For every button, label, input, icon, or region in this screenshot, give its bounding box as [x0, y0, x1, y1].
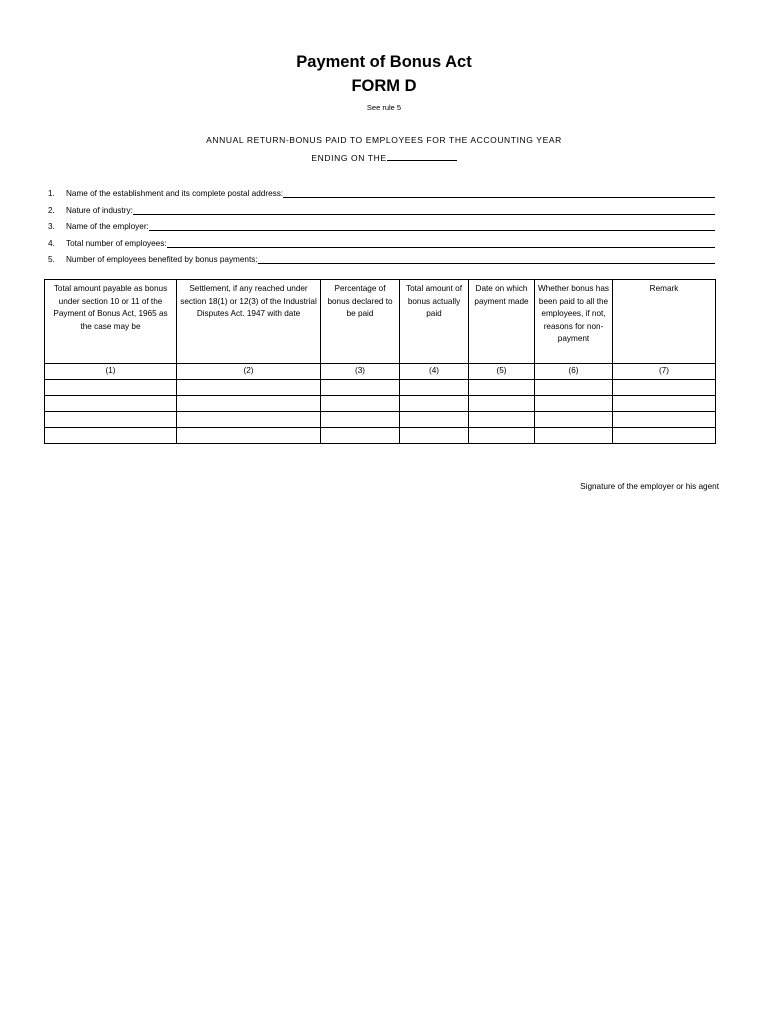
field-number: 5.	[48, 254, 55, 264]
table-row	[45, 412, 716, 428]
column-number: (4)	[400, 364, 469, 380]
bonus-return-table	[44, 279, 716, 444]
establishment-fields	[48, 183, 715, 265]
column-header: Whether bonus has been paid to all the employees, if not, reasons for non-payment	[535, 280, 613, 364]
column-header: Settlement, if any reached under section 18(1) or 12(3) of the Industrial Disputes Act. 1947 with date	[177, 280, 321, 364]
table-cell[interactable]	[469, 396, 535, 412]
table-cell[interactable]	[177, 396, 321, 412]
column-header: Total amount payable as bonus under section 10 or 11 of the Payment of Bonus Act, 1965 as the case may be	[45, 280, 177, 364]
field-total-employees	[48, 232, 715, 248]
field-number: 1.	[48, 189, 55, 199]
table-cell[interactable]	[177, 428, 321, 444]
table-header-row	[45, 280, 716, 364]
field-establishment-address	[48, 183, 715, 199]
table-cell[interactable]	[321, 396, 400, 412]
field-number: 4.	[48, 238, 55, 248]
column-header: Remark	[613, 280, 716, 364]
column-number-row	[45, 364, 716, 380]
table-cell[interactable]	[535, 428, 613, 444]
table-cell[interactable]	[535, 396, 613, 412]
rule-reference: See rule 5	[366, 103, 402, 112]
table-cell[interactable]	[321, 412, 400, 428]
field-nature-of-industry	[48, 199, 715, 215]
table-cell[interactable]	[613, 380, 716, 396]
field-blank-line[interactable]	[149, 222, 715, 231]
field-label: Nature of industry:	[66, 205, 133, 215]
table-cell[interactable]	[321, 428, 400, 444]
field-label: Number of employees benefited by bonus payments:	[66, 254, 258, 264]
page-title: Payment of Bonus Act	[296, 53, 472, 71]
return-heading: ANNUAL RETURN-BONUS PAID TO EMPLOYEES FOR THE ACCOUNTING YEAR	[206, 135, 562, 145]
employer-signature-label: Signature of the employer or his agent	[580, 482, 719, 491]
table-cell[interactable]	[321, 380, 400, 396]
table-cell[interactable]	[400, 396, 469, 412]
accounting-year-ending	[0, 151, 768, 164]
field-blank-line[interactable]	[133, 206, 715, 215]
form-name: FORM D	[351, 77, 417, 95]
column-header: Date on which payment made	[469, 280, 535, 364]
field-blank-line[interactable]	[167, 239, 715, 248]
table-cell[interactable]	[45, 428, 177, 444]
table-cell[interactable]	[45, 412, 177, 428]
column-number: (6)	[535, 364, 613, 380]
table-row	[45, 380, 716, 396]
table-cell[interactable]	[45, 380, 177, 396]
field-number: 3.	[48, 222, 55, 232]
table-cell[interactable]	[469, 412, 535, 428]
table-cell[interactable]	[400, 428, 469, 444]
field-number: 2.	[48, 205, 55, 215]
table-cell[interactable]	[177, 380, 321, 396]
field-label: Total number of employees:	[66, 238, 167, 248]
column-number: (5)	[469, 364, 535, 380]
table-row	[45, 428, 716, 444]
table-cell[interactable]	[613, 412, 716, 428]
table-cell[interactable]	[613, 396, 716, 412]
column-number: (1)	[45, 364, 177, 380]
ending-date-blank[interactable]	[387, 151, 457, 161]
table-cell[interactable]	[469, 428, 535, 444]
column-header: Percentage of bonus declared to be paid	[321, 280, 400, 364]
table-cell[interactable]	[613, 428, 716, 444]
field-employer-name	[48, 216, 715, 232]
table-row	[45, 396, 716, 412]
table-cell[interactable]	[400, 380, 469, 396]
column-number: (3)	[321, 364, 400, 380]
table-cell[interactable]	[400, 412, 469, 428]
table-cell[interactable]	[177, 412, 321, 428]
column-header: Total amount of bonus actually paid	[400, 280, 469, 364]
field-label: Name of the employer:	[66, 222, 149, 232]
column-number: (7)	[613, 364, 716, 380]
field-label: Name of the establishment and its complete postal address:	[66, 189, 284, 199]
table-cell[interactable]	[535, 380, 613, 396]
field-blank-line[interactable]	[283, 189, 715, 198]
table-cell[interactable]	[469, 380, 535, 396]
table-cell[interactable]	[535, 412, 613, 428]
column-number: (2)	[177, 364, 321, 380]
table-cell[interactable]	[45, 396, 177, 412]
field-blank-line[interactable]	[258, 255, 715, 264]
ending-label: ENDING ON THE	[311, 153, 387, 163]
field-employees-benefited	[48, 249, 715, 265]
